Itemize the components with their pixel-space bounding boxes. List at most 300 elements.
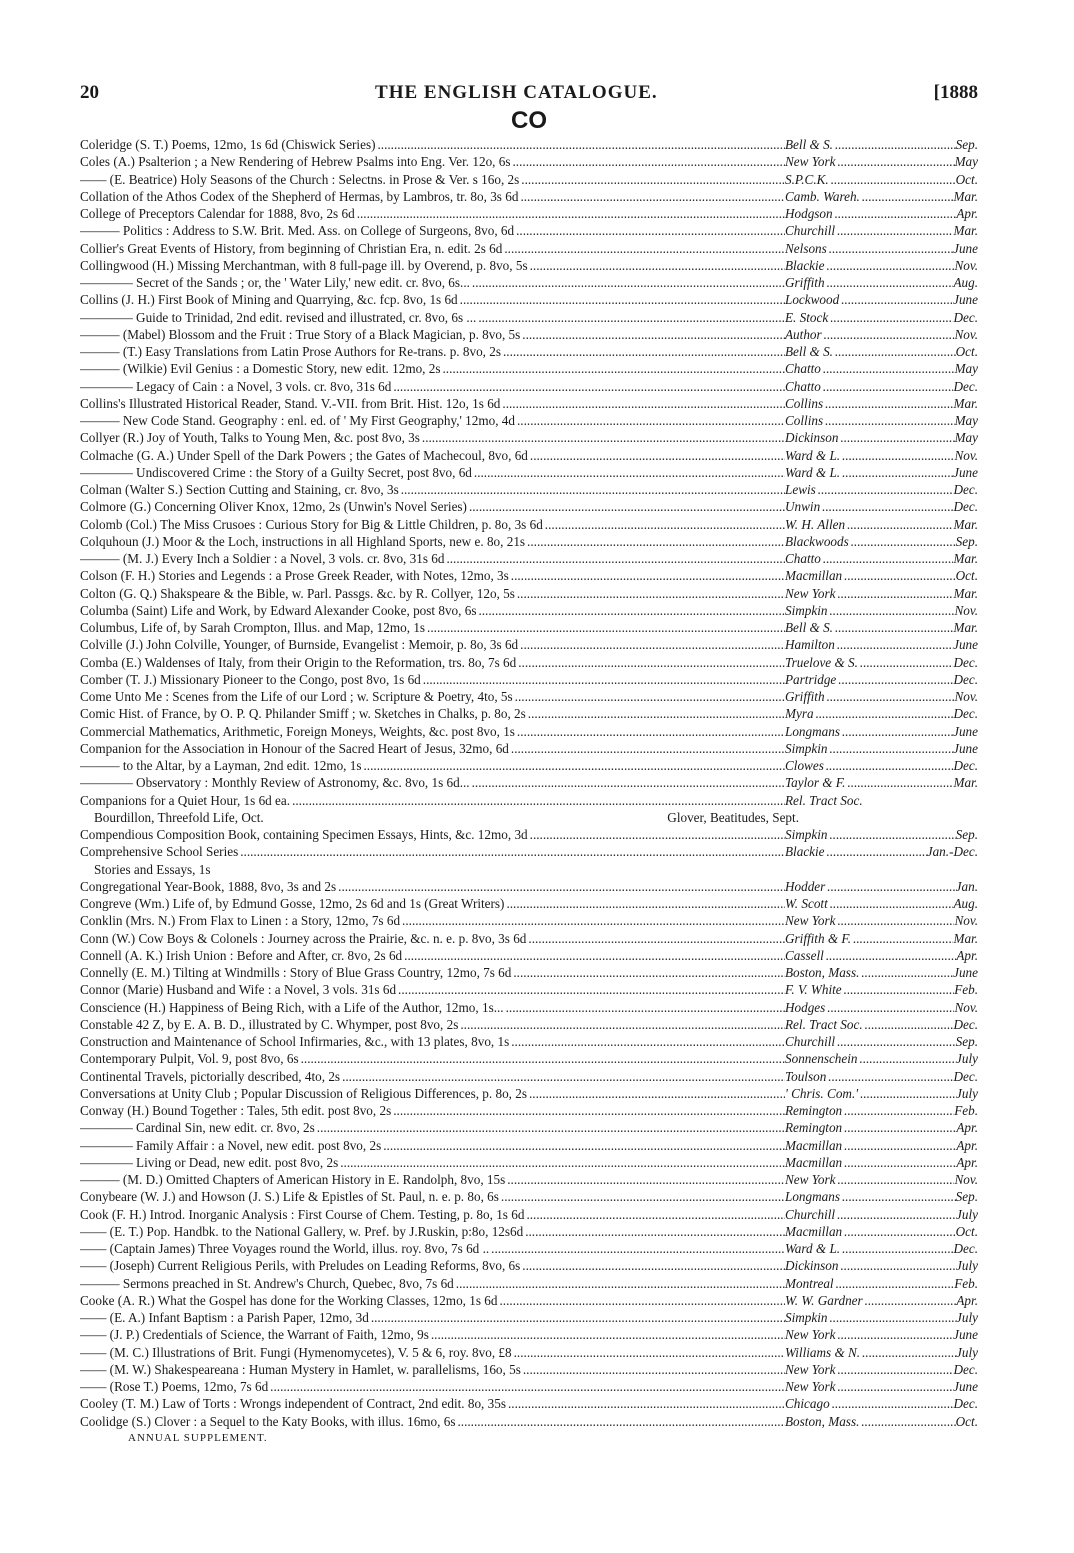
leader-dots [364, 757, 786, 774]
entry-main [80, 792, 785, 809]
catalogue-entry [80, 602, 978, 619]
sub-entry-left: Bourdillon, Threefold Life, Oct. [94, 809, 264, 825]
entry-text: Conscience (H.) Happiness of Being Rich, with a Life of the Author, 12mo, 1s... [80, 999, 504, 1015]
entry-month: Dec. [953, 654, 978, 670]
leader-dots [865, 1016, 954, 1033]
leader-dots [526, 1206, 785, 1223]
leader-dots [240, 843, 785, 860]
entry-text: —— (Rose T.) Poems, 12mo, 7s 6d [80, 1379, 269, 1394]
leader-dots [508, 1395, 785, 1412]
entry-text: ——— (M. J.) Every Inch a Soldier : a Novel, 3 vols. cr. 8vo, 31s 6d [80, 551, 445, 566]
entry-month: May [954, 361, 978, 377]
entry-month: Oct. [955, 1223, 978, 1239]
entry-publisher-cell [785, 136, 978, 153]
entry-month: May [954, 154, 978, 170]
leader-dots [842, 1240, 953, 1257]
catalogue-entry [80, 912, 978, 929]
page-number: 20 [80, 82, 99, 103]
entry-publisher-cell [785, 619, 978, 636]
entry-publisher: E. Stock [785, 309, 829, 325]
entry-text: Continental Travels, pictorially described, 4to, 2s [80, 1068, 341, 1084]
entry-month: Dec. [953, 706, 978, 722]
leader-dots [528, 705, 785, 722]
entry-text: ———— Observatory : Monthly Review of Astronomy, &c. 8vo, 1s 6d... [80, 775, 470, 791]
catalogue-entry [80, 1171, 978, 1188]
entry-text: Colquhoun (J.) Moor & the Loch, instructions in all Highland Sports, new e. 8o, 21s [80, 533, 526, 549]
entry-publisher-cell [785, 723, 978, 740]
entry-publisher-cell [785, 1240, 978, 1257]
entry-publisher-cell [785, 705, 978, 722]
catalogue-entry [80, 1137, 978, 1154]
entry-publisher: Hodder [785, 878, 826, 894]
entry-month: Apr. [956, 206, 978, 221]
footer-signature: ANNUAL SUPPLEMENT. [128, 1431, 268, 1444]
entry-main [80, 516, 785, 533]
entry-publisher: Chatto [785, 378, 821, 394]
entry-publisher-cell [785, 188, 978, 205]
entry-main [80, 222, 785, 239]
leader-dots [842, 447, 954, 464]
leader-dots [835, 205, 957, 222]
entry-publisher-cell [785, 550, 978, 567]
catalogue-entry [80, 1050, 978, 1067]
entry-main [80, 533, 785, 550]
entry-publisher-cell [785, 240, 978, 257]
catalogue-page [80, 82, 978, 1444]
catalogue-entry [80, 1309, 978, 1326]
entry-publisher: Cassell [785, 947, 824, 963]
catalogue-entry [80, 723, 978, 740]
entry-text: Contemporary Pulpit, Vol. 9, post 8vo, 6s [80, 1051, 299, 1067]
entry-publisher-cell [785, 429, 978, 446]
entry-publisher-cell [785, 1171, 978, 1188]
entry-publisher-cell [785, 688, 978, 705]
leader-dots [860, 1050, 957, 1067]
entry-month: June [953, 292, 978, 308]
entry-main [80, 1050, 785, 1067]
page-title: THE ENGLISH CATALOGUE. [375, 82, 658, 103]
leader-dots [456, 1275, 785, 1292]
leader-dots [844, 981, 955, 998]
entry-publisher-cell [785, 843, 978, 860]
leader-dots [837, 1326, 953, 1343]
entry-main [80, 1171, 785, 1188]
entry-publisher: Clowes [785, 758, 824, 773]
entry-main [80, 1292, 785, 1309]
entry-main [80, 740, 785, 757]
catalogue-entry [80, 395, 978, 412]
entry-text: Collation of the Athos Codex of the Shepherd of Hermas, by Lambros, tr. 8o, 3s 6d [80, 188, 519, 204]
entry-publisher: Partridge [785, 671, 837, 687]
entry-text: Cooley (T. M.) Law of Torts : Wrongs independent of Contract, 2nd edit. 8o, 35s [80, 1396, 506, 1412]
entry-text: Comprehensive School Series [80, 844, 239, 860]
entry-publisher: Macmillan [785, 1137, 843, 1153]
entry-publisher-cell [785, 516, 978, 533]
leader-dots [511, 1033, 785, 1050]
entry-publisher: Ward & L. [785, 1241, 841, 1256]
leader-dots [844, 1137, 956, 1154]
entry-month: Feb. [954, 1103, 978, 1118]
leader-dots [837, 1171, 954, 1188]
catalogue-entry [80, 792, 978, 809]
entry-publisher: Hodgson [785, 206, 833, 221]
leader-dots [511, 740, 785, 757]
entry-publisher: Boston, Mass. [785, 965, 860, 980]
entry-publisher: Blackie [785, 257, 825, 273]
entry-publisher: Simpkin [785, 1310, 828, 1325]
catalogue-entry [80, 1016, 978, 1033]
entry-month: Nov. [954, 257, 978, 273]
entry-main [80, 723, 785, 740]
catalogue-entry [80, 947, 978, 964]
entry-publisher: W. H. Allen [785, 516, 846, 532]
entry-text: Conybeare (W. J.) and Howson (J. S.) Life & Epistles of St. Paul, n. e. p. 8o, 6s [80, 1189, 499, 1205]
entry-publisher: New York [785, 154, 836, 170]
catalogue-entry [80, 757, 978, 774]
entry-text: Collyer (R.) Joy of Youth, Talks to Young Men, &c. post 8vo, 3s [80, 430, 420, 446]
entry-publisher-cell [785, 1102, 978, 1119]
entry-text: Comber (T. J.) Missionary Pioneer to the Congo, post 8vo, 1s 6d [80, 671, 421, 687]
entry-text: Coolidge (S.) Clover : a Sequel to the Katy Books, with illus. 16mo, 6s [80, 1413, 456, 1429]
leader-dots [301, 1050, 785, 1067]
entry-text: Come Unto Me : Scenes from the Life of our Lord ; w. Scripture & Poetry, 4to, 5s [80, 689, 513, 704]
entry-main [80, 1137, 785, 1154]
entry-publisher-cell [785, 895, 978, 912]
leader-dots [862, 188, 954, 205]
leader-dots [516, 222, 785, 239]
leader-dots [825, 412, 954, 429]
entry-publisher-cell [785, 153, 978, 170]
catalogue-entry [80, 1395, 978, 1412]
leader-dots [460, 1016, 785, 1033]
catalogue-entry [80, 257, 978, 274]
entry-main [80, 1085, 785, 1102]
leader-dots [830, 826, 956, 843]
entry-publisher: Collins [785, 413, 824, 428]
entry-publisher-cell [785, 1361, 978, 1378]
leader-dots [478, 309, 785, 326]
entry-month: July [956, 1206, 978, 1222]
entry-month: Mar. [953, 551, 978, 566]
entry-publisher: New York [785, 1361, 836, 1377]
entry-main [80, 843, 785, 860]
entry-publisher: Dickinson [785, 1258, 839, 1274]
entry-month: Dec. [953, 1016, 978, 1032]
entry-publisher-cell [785, 964, 978, 981]
entry-publisher-cell [785, 205, 978, 222]
entry-month: Sep. [955, 1189, 978, 1205]
entry-month: July [956, 1310, 978, 1325]
leader-dots [530, 447, 785, 464]
entry-main [80, 947, 785, 964]
entry-text: Connor (Marie) Husband and Wife : a Novel, 3 vols. 31s 6d [80, 982, 397, 998]
entry-text: Comba (E.) Waldenses of Italy, from their Origin to the Reformation, trs. 8o, 7s 6d [80, 654, 517, 670]
entry-publisher-cell [785, 222, 978, 239]
entry-main [80, 360, 785, 377]
leader-dots [865, 1292, 957, 1309]
entry-publisher: Longmans [785, 723, 840, 739]
entry-month: Mar. [953, 516, 978, 532]
entry-month: Apr. [956, 1292, 978, 1308]
entry-main [80, 1326, 785, 1343]
entry-publisher: Dickinson [785, 430, 839, 446]
leader-dots [511, 567, 785, 584]
entry-publisher: Myra [785, 706, 814, 722]
entry-text: Coles (A.) Psalterion ; a New Rendering of Hebrew Psalms into Eng. Ver. 12o, 6s [80, 154, 511, 170]
leader-dots [823, 378, 954, 395]
entry-main [80, 395, 785, 412]
entry-text: ——— Sermons preached in St. Andrew's Church, Quebec, 8vo, 7s 6d [80, 1275, 454, 1291]
entry-publisher-cell [785, 533, 978, 550]
entry-main [80, 188, 785, 205]
entry-text: Collins's Illustrated Historical Reader, Stand. V.-VII. from Brit. Hist. 12o, 1s 6d [80, 395, 501, 411]
leader-dots [506, 895, 785, 912]
entry-text: Congregational Year-Book, 1888, 8vo, 3s and 2s [80, 878, 337, 894]
catalogue-entry [80, 447, 978, 464]
leader-dots [831, 171, 956, 188]
entry-publisher-cell [785, 1137, 978, 1154]
catalogue-entry [80, 240, 978, 257]
leader-dots [522, 1257, 785, 1274]
entry-publisher-cell [785, 947, 978, 964]
sub-entry-row [80, 861, 978, 878]
leader-dots [525, 1223, 785, 1240]
leader-dots [830, 602, 955, 619]
entry-month: June [953, 965, 978, 980]
entry-publisher-cell [785, 1085, 978, 1102]
entry-publisher: Griffith [785, 689, 825, 704]
entry-text: ———— Cardinal Sin, new edit. cr. 8vo, 2s [80, 1120, 315, 1136]
leader-dots [826, 947, 957, 964]
entry-month: May [954, 413, 978, 428]
entry-publisher-cell [785, 360, 978, 377]
entry-publisher-cell [785, 1326, 978, 1343]
leader-dots [835, 619, 953, 636]
entry-main [80, 343, 785, 360]
entry-month: Dec. [953, 482, 978, 497]
leader-dots [401, 481, 785, 498]
entry-month: Oct. [955, 1413, 978, 1429]
entry-text: ———— Living or Dead, new edit. post 8vo, 2s [80, 1154, 339, 1170]
entry-main [80, 1240, 785, 1257]
entry-text: ——— (Mabel) Blossom and the Fruit : True Story of a Black Magician, p. 8vo, 5s [80, 326, 521, 342]
leader-dots [816, 705, 954, 722]
entry-list [80, 136, 978, 1430]
leader-dots [478, 602, 785, 619]
entry-month: Aug. [953, 275, 978, 290]
catalogue-entry [80, 671, 978, 688]
entry-text: ——— (Wilkie) Evil Genius : a Domestic Story, new edit. 12mo, 2s [80, 361, 441, 377]
entry-month: Nov. [954, 689, 978, 704]
entry-text: —— (M. C.) Illustrations of Brit. Fungi (Hymenomycetes), V. 5 & 6, roy. 8vo, £8 [80, 1344, 512, 1360]
entry-text: Collins (J. H.) First Book of Mining and Quarrying, &c. fcp. 8vo, 1s 6d [80, 292, 458, 308]
entry-publisher-cell [785, 1154, 978, 1171]
entry-publisher: Camb. Wareh. [785, 188, 860, 204]
entry-publisher: Blackie [785, 844, 825, 860]
leader-dots [823, 360, 955, 377]
leader-dots [460, 291, 785, 308]
catalogue-entry [80, 309, 978, 326]
leader-dots [501, 1188, 785, 1205]
entry-text: ———— Legacy of Cain : a Novel, 3 vols. cr. 8vo, 31s 6d [80, 378, 392, 394]
entry-text: Colman (Walter S.) Section Cutting and Staining, cr. 8vo, 3s [80, 482, 399, 497]
catalogue-entry [80, 326, 978, 343]
catalogue-entry [80, 274, 978, 291]
entry-publisher-cell [785, 1223, 978, 1240]
entry-main [80, 774, 785, 791]
leader-dots [472, 774, 785, 791]
entry-text: Columba (Saint) Life and Work, by Edward Alexander Cooke, post 8vo, 6s [80, 602, 477, 618]
entry-text: Conversations at Unity Club ; Popular Discussion of Religious Differences, p. 8o, 2s [80, 1085, 527, 1101]
entry-publisher-cell [785, 1275, 978, 1292]
entry-publisher: Rel. Tract Soc. [785, 1016, 863, 1032]
entry-publisher-cell [785, 343, 978, 360]
entry-main [80, 1378, 785, 1395]
leader-dots [853, 930, 953, 947]
entry-publisher: Ward & L. [785, 464, 841, 480]
catalogue-entry [80, 774, 978, 791]
entry-publisher: Rel. Tract Soc. [785, 792, 863, 808]
entry-publisher-cell [785, 1292, 978, 1309]
sub-entry-right: Glover, Beatitudes, Sept. [667, 809, 799, 825]
leader-dots [844, 1154, 956, 1171]
leader-dots [840, 1257, 956, 1274]
leader-dots [517, 723, 785, 740]
leader-dots [822, 498, 953, 515]
entry-main [80, 326, 785, 343]
entry-text: ———— Guide to Trinidad, 2nd edit. revised and illustrated, cr. 8vo, 6s ... [80, 309, 477, 325]
entry-month: Dec. [953, 758, 978, 773]
entry-month: July [956, 1085, 978, 1101]
leader-dots [835, 343, 956, 360]
leader-dots [457, 1413, 785, 1430]
entry-main [80, 1344, 785, 1361]
leader-dots [837, 1206, 956, 1223]
leader-dots [824, 326, 955, 343]
entry-publisher-cell [785, 274, 978, 291]
entry-month: Mar. [953, 395, 978, 411]
entry-publisher: Bell & S. [785, 137, 833, 152]
entry-month: Feb. [954, 1275, 978, 1291]
entry-text: ——— Politics : Address to S.W. Brit. Med. Ass. on College of Surgeons, 8vo, 6d [80, 223, 515, 239]
leader-dots [404, 947, 785, 964]
entry-main [80, 964, 785, 981]
leader-dots [499, 1292, 785, 1309]
entry-publisher: Churchill [785, 1034, 836, 1049]
entry-main [80, 1102, 785, 1119]
entry-month: Dec. [953, 499, 978, 515]
entry-publisher-cell [785, 930, 978, 947]
leader-dots [830, 309, 953, 326]
leader-dots [317, 1119, 785, 1136]
leader-dots [521, 171, 785, 188]
entry-month: Jan.-Dec. [926, 844, 978, 860]
entry-publisher-cell [785, 585, 978, 602]
entry-text: Collingwood (H.) Missing Merchantman, with 8 full-page ill. by Overend, p. 8vo, 5s [80, 257, 528, 273]
entry-publisher-cell [785, 1033, 978, 1050]
entry-publisher-cell [785, 1395, 978, 1412]
entry-month: Apr. [956, 1137, 978, 1153]
entry-publisher: Macmillan [785, 568, 843, 584]
catalogue-entry [80, 1068, 978, 1085]
entry-text: Colmore (G.) Concerning Oliver Knox, 12mo, 2s (Unwin's Novel Series) [80, 499, 467, 515]
leader-dots [826, 757, 954, 774]
entry-publisher: New York [785, 913, 836, 929]
entry-publisher-cell [785, 912, 978, 929]
entry-publisher: Blackwoods [785, 533, 849, 549]
leader-dots [446, 550, 785, 567]
catalogue-entry [80, 930, 978, 947]
entry-publisher-cell [785, 878, 978, 895]
leader-dots [842, 464, 953, 481]
entry-main [80, 705, 785, 722]
entry-main [80, 688, 785, 705]
entry-month: Dec. [953, 1241, 978, 1256]
entry-text: Colmache (G. A.) Under Spell of the Dark Powers ; the Gates of Machecoul, 8vo, 6d [80, 447, 528, 463]
entry-text: ———— Undiscovered Crime : the Story of a Guilty Secret, post 8vo, 6d [80, 464, 472, 480]
catalogue-entry [80, 999, 978, 1016]
entry-text: —— (Captain James) Three Voyages round the World, illus. roy. 8vo, 7s 6d .. [80, 1241, 490, 1256]
entry-publisher: Toulson [785, 1068, 827, 1084]
leader-dots [402, 912, 785, 929]
entry-publisher: Longmans [785, 1189, 840, 1205]
entry-main [80, 171, 785, 188]
entry-month: Nov. [954, 447, 978, 463]
entry-month: June [953, 723, 978, 739]
entry-text: —— (E. Beatrice) Holy Seasons of the Church : Selectns. in Prose & Ver. s 16o, 2s [80, 171, 520, 187]
leader-dots [860, 654, 954, 671]
entry-publisher: Simpkin [785, 740, 828, 756]
leader-dots [338, 878, 785, 895]
entry-month: Dec. [953, 378, 978, 394]
entry-main [80, 429, 785, 446]
entry-publisher: Lewis [785, 482, 816, 497]
entry-publisher: Taylor & F. [785, 775, 846, 791]
entry-publisher: Griffith & F. [785, 930, 852, 946]
entry-publisher-cell [785, 636, 978, 653]
entry-publisher-cell [785, 1257, 978, 1274]
leader-dots [837, 1361, 953, 1378]
entry-text: —— (Joseph) Current Religious Perils, with Preludes on Leading Reforms, 8vo, 6s [80, 1258, 521, 1274]
leader-dots [517, 412, 785, 429]
entry-main [80, 826, 785, 843]
entry-month: Feb. [954, 982, 978, 998]
entry-main [80, 1257, 785, 1274]
entry-publisher: W. Scott [785, 896, 828, 911]
catalogue-entry [80, 636, 978, 653]
catalogue-entry [80, 464, 978, 481]
leader-dots [342, 1068, 785, 1085]
catalogue-entry [80, 1188, 978, 1205]
leader-dots [522, 326, 785, 343]
entry-publisher-cell [785, 981, 978, 998]
catalogue-entry [80, 550, 978, 567]
entry-publisher-cell [785, 378, 978, 395]
leader-dots [847, 774, 953, 791]
entry-main [80, 136, 785, 153]
catalogue-entry [80, 516, 978, 533]
entry-month: June [953, 637, 978, 653]
entry-main [80, 636, 785, 653]
entry-month: June [953, 464, 978, 480]
leader-dots [507, 1171, 785, 1188]
leader-dots [443, 360, 786, 377]
entry-month: Aug. [953, 896, 978, 911]
entry-main [80, 205, 785, 222]
entry-publisher: Macmillan [785, 1223, 843, 1239]
entry-main [80, 878, 785, 895]
entry-publisher: Simpkin [785, 602, 828, 618]
